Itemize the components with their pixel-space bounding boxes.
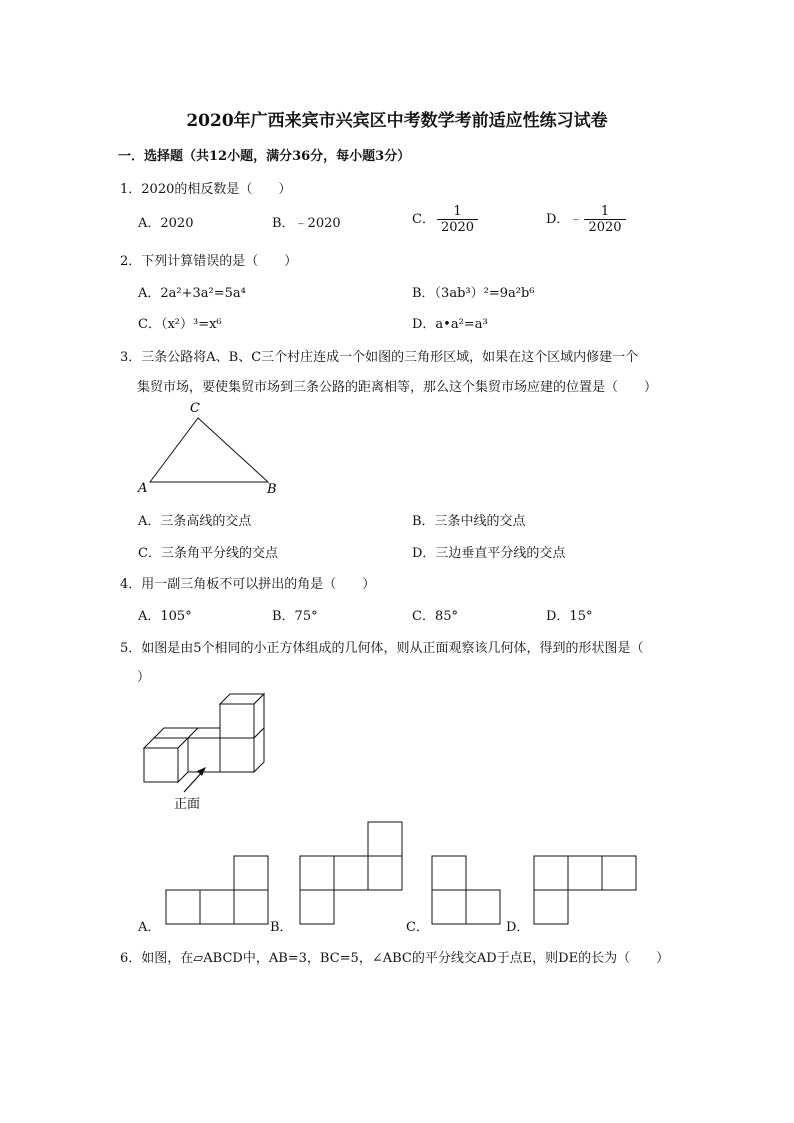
- q1-option-c: [412, 204, 478, 235]
- q5-option-a-figure: [160, 852, 275, 932]
- q1-option-c-fraction: [437, 204, 478, 235]
- q5-option-b-figure: [296, 818, 408, 932]
- q5-option-c-label: C．: [406, 920, 429, 935]
- q4-option-b: B．75°: [272, 609, 318, 624]
- q5-option-d-label: D．: [506, 920, 530, 935]
- section-heading: 一．选择题（共12小题，满分36分，每小题3分）: [118, 149, 411, 164]
- q2-option-d: D．a•a²=a³: [412, 317, 488, 332]
- top-cube-front-face: [220, 704, 254, 738]
- vertex-label-c: C: [190, 401, 200, 416]
- q3-option-c: C．三条角平分线的交点: [138, 546, 278, 561]
- question-6-stem: 6．如图，在▱ABCD中，AB=3，BC=5，∠ABC的平分线交AD于点E，则DE的长为（ ）: [120, 951, 670, 966]
- q4-option-d: D．15°: [546, 609, 593, 624]
- q5-option-c-figure: [428, 852, 508, 932]
- q1-option-b: B．﹣2020: [272, 216, 341, 231]
- q1-option-d: [546, 204, 626, 235]
- q3-option-a: A．三条高线的交点: [138, 514, 252, 529]
- q2-option-a: A．2a²+3a²=5a⁴: [138, 286, 246, 301]
- vertex-label-a: A: [138, 481, 148, 496]
- q5-option-b-label: B．: [270, 920, 293, 935]
- q1-c-denominator: 2020: [440, 220, 475, 235]
- q1-option-d-fraction: [584, 204, 625, 235]
- q2-option-c: C．（x²）³=x⁶: [138, 317, 222, 332]
- q1-c-numerator: 1: [437, 204, 478, 220]
- q4-option-c: C．85°: [412, 609, 458, 624]
- vertex-label-b: B: [267, 482, 277, 497]
- q1-option-a: A．2020: [138, 216, 194, 231]
- question-2-stem: 2．下列计算错误的是（ ）: [120, 254, 298, 269]
- cube-solid-figure: [140, 690, 270, 815]
- q2-option-b: B．（3ab³）²=9a²b⁶: [412, 286, 535, 301]
- q1-option-d-label: D．﹣: [546, 212, 583, 227]
- q3-option-b: B．三条中线的交点: [412, 514, 526, 529]
- question-3-stem-line-1: 3．三条公路将A、B、C三个村庄连成一个如图的三角形区域，如果在这个区域内修建一个: [120, 350, 639, 365]
- q5-option-d-figure: [530, 852, 642, 932]
- question-1-stem: 1．2020的相反数是（ ）: [120, 182, 292, 197]
- triangle-figure: [130, 398, 290, 498]
- question-5-stem-line-1: 5．如图是由5个相同的小正方体组成的几何体，则从正面观察该几何体，得到的形状图是（: [120, 641, 644, 656]
- q5-option-a-label: A．: [138, 920, 161, 935]
- q4-option-a: A．105°: [138, 609, 192, 624]
- exam-title: 2020年广西来宾市兴宾区中考数学考前适应性练习试卷: [186, 111, 608, 131]
- q1-option-c-label: C．: [412, 212, 435, 227]
- question-5-stem-line-2: ）: [137, 670, 151, 685]
- q1-d-denominator: 2020: [588, 220, 622, 235]
- front-view-label: 正面: [174, 797, 201, 812]
- question-4-stem: 4．用一副三角板不可以拼出的角是（ ）: [120, 577, 376, 592]
- triangle-abc: [150, 418, 268, 482]
- q1-d-numerator: 1: [584, 204, 625, 220]
- question-3-stem-line-2: 集贸市场，要使集贸市场到三条公路的距离相等，那么这个集贸市场应建的位置是（ ）: [137, 380, 658, 395]
- q3-option-d: D．三边垂直平分线的交点: [412, 546, 566, 561]
